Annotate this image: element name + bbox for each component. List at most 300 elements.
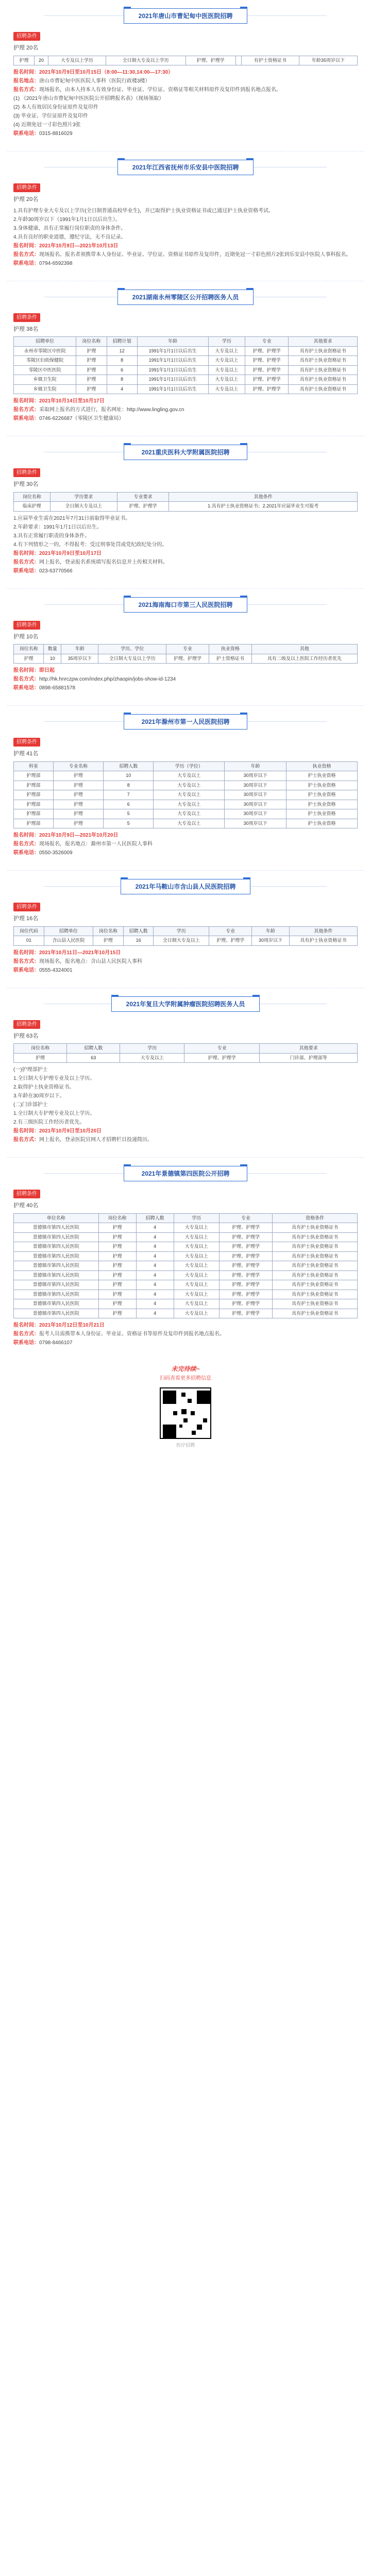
- table-cell: 63: [67, 1053, 120, 1063]
- table-cell: 大专及以上: [174, 1299, 219, 1309]
- info-text: 1.全日制大专护理专业及以上学历。: [13, 1076, 95, 1081]
- section-banner: [13, 290, 358, 305]
- table-cell: 具有护士执业资格证书: [273, 1261, 358, 1271]
- table-header-cell: 年龄: [252, 926, 289, 936]
- section-banner: [13, 1166, 358, 1181]
- table-cell: 护理: [53, 771, 103, 781]
- info-label: 报名方式：: [13, 559, 39, 565]
- table-cell: 大专及以上: [174, 1232, 219, 1242]
- job-section: [7, 988, 364, 1151]
- table-row: [14, 1299, 358, 1309]
- table-header-cell: 岗位名称: [93, 926, 124, 936]
- info-line: [13, 1075, 358, 1082]
- table-cell: 护理: [53, 800, 103, 809]
- table-header-cell: 岗位名称: [14, 492, 50, 502]
- requirements-table: [13, 761, 358, 829]
- table-cell: 护理、护理学: [219, 1280, 273, 1290]
- table-cell: 景德镇市第四人民医院: [14, 1270, 99, 1280]
- info-text: (4) 近期免冠一寸彩色照片3张: [13, 122, 81, 128]
- table-header-cell: 招聘人数: [136, 1213, 174, 1223]
- table-cell: 7: [104, 790, 154, 800]
- table-cell: 护理: [98, 1280, 136, 1290]
- table-cell: 护理: [76, 384, 107, 394]
- table-header-cell: 年龄: [61, 645, 98, 654]
- table-cell: 4: [136, 1270, 174, 1280]
- info-text: 2021年10月8日—2021年10月13日: [39, 243, 119, 249]
- table-cell: 护理: [98, 1309, 136, 1318]
- table-cell: 4: [136, 1251, 174, 1261]
- info-text: 2021年10月12日至10月21日: [39, 1323, 105, 1328]
- info-text: 3.具有正常履行职责的身体条件。: [13, 533, 90, 539]
- table-cell: 护士资格证书: [209, 654, 251, 664]
- info-text: 网上报名，登录医院官网人才招聘栏目投递简历。: [39, 1137, 153, 1143]
- position-summary: 护理 10名: [13, 633, 39, 640]
- table-row: [14, 365, 358, 375]
- table-row: [14, 1309, 358, 1318]
- table-cell: 具有护士执业资格证书: [289, 356, 358, 366]
- qr-module: [191, 1411, 195, 1415]
- table-header-row: [14, 337, 358, 347]
- footer-subtitle: 扫码查看更多招聘信息: [160, 1376, 211, 1381]
- table-cell: 护理、护理学: [184, 1053, 260, 1063]
- table-cell: 景德镇市第四人民医院: [14, 1242, 99, 1252]
- table-cell: 护理、护理学: [245, 375, 289, 385]
- table-header-row: [14, 492, 358, 502]
- info-text: 3.身体健康，具有正常履行岗位职责的身体条件。: [13, 225, 126, 231]
- requirements-table: [13, 644, 358, 664]
- info-text: 3.年龄在30周岁以下。: [13, 1093, 65, 1099]
- table-cell: 景德镇市第四人民医院: [14, 1309, 99, 1318]
- table-cell: 护理部: [14, 771, 54, 781]
- requirements-table: [13, 56, 358, 66]
- info-line: [13, 104, 358, 111]
- table-cell: 1991年1月1日以后出生: [137, 384, 208, 394]
- info-label: 联系电话：: [13, 416, 39, 421]
- info-line: [13, 112, 358, 120]
- table-header-cell: 学历: [120, 1044, 184, 1054]
- table-cell: 4: [107, 384, 137, 394]
- section-banner: [13, 445, 358, 460]
- table-cell: 护理: [98, 1223, 136, 1233]
- info-text: http://hk.hnrczpw.com/index.php/zhaopin/jobs-show-id-1234: [39, 676, 176, 682]
- info-line: [13, 675, 358, 683]
- footer-title: 未完待续~: [171, 1365, 200, 1372]
- table-cell: 护理: [76, 375, 107, 385]
- table-cell: 具有护士执业资格证书: [273, 1309, 358, 1318]
- table-row: [14, 1242, 358, 1252]
- table-cell: 护理: [98, 1290, 136, 1299]
- table-cell: 护理、护理学: [219, 1290, 273, 1299]
- requirements-tag: 招聘条件: [13, 903, 40, 911]
- info-text: 2.年龄要求：1991年1月1日以后出生。: [13, 524, 102, 530]
- table-cell: 景德镇市第四人民医院: [14, 1232, 99, 1242]
- table-cell: 大专及以上: [154, 790, 225, 800]
- info-text: 2021年10月9日至10月17日: [39, 550, 102, 556]
- section-title: 2021重庆医科大学附属医院招聘: [124, 445, 247, 460]
- table-cell: 护理、护理学: [245, 384, 289, 394]
- table-cell: 景德镇市第四人民医院: [14, 1290, 99, 1299]
- table-cell: 护理: [98, 1299, 136, 1309]
- brand-caption: 医疗招聘: [176, 1443, 195, 1448]
- table-header-row: [14, 926, 358, 936]
- table-cell: 护理、护理学: [219, 1299, 273, 1309]
- table-header-cell: 其他要求: [260, 1044, 358, 1054]
- info-label: 报名时间：: [13, 243, 39, 249]
- info-text: 0315-8816029: [39, 131, 73, 137]
- table-cell: 5: [104, 819, 154, 828]
- table-cell: 大专及以上: [174, 1270, 219, 1280]
- qr-module: [188, 1399, 192, 1403]
- table-row: [14, 1232, 358, 1242]
- info-label: 联系电话：: [13, 131, 39, 137]
- info-line: [13, 1110, 358, 1117]
- requirements-table: [13, 336, 358, 394]
- table-row: [14, 781, 358, 790]
- table-cell: 10: [44, 654, 61, 664]
- info-text: 2021年10月9日—2021年10月20日: [39, 833, 119, 838]
- table-row: [14, 1053, 358, 1063]
- table-cell: 大专及以上学历: [48, 56, 106, 65]
- table-cell: 护理: [53, 819, 103, 828]
- info-line: [13, 1101, 358, 1109]
- table-cell: 具有护士执业资格证书: [289, 384, 358, 394]
- info-label: 报名方式：: [13, 1137, 39, 1143]
- info-text: 1.具有护理专业大专及以上学历(全日制普通高校毕业生)，并已取得护士执业资格证书或已通过护士执业资格考试。: [13, 208, 274, 214]
- table-cell: 大专及以上: [208, 365, 245, 375]
- table-cell: 4: [136, 1290, 174, 1299]
- info-line: [13, 1330, 358, 1338]
- table-header-cell: 其他: [251, 645, 357, 654]
- table-cell: 护理、护理学: [219, 1223, 273, 1233]
- table-cell: 护士执业资格: [286, 771, 358, 781]
- job-section: [7, 436, 364, 582]
- section-title: 2021年复旦大学附属肿瘤医院招聘医务人员: [111, 996, 260, 1012]
- info-label: 联系电话：: [13, 1340, 39, 1346]
- table-header-cell: 学历: [174, 1213, 219, 1223]
- table-header-cell: 招聘计划: [107, 337, 137, 347]
- info-text: 2021年10月9日至10月15日（8:00—11:30,14:00—17:30）: [39, 70, 174, 75]
- requirements-tag: 招聘条件: [13, 621, 40, 630]
- info-label: 报名时间：: [13, 950, 39, 956]
- table-cell: 护理、护理学: [245, 346, 289, 356]
- table-header-row: [14, 645, 358, 654]
- info-text: 现场报名。报名者须携带本人身份证、毕业证、学位证、资格证书原件及复印件，近期免冠一寸彩色照片2张到乐安县中医院人事科报名。: [39, 251, 351, 258]
- table-cell: 大专及以上: [174, 1242, 219, 1252]
- info-line: [13, 69, 358, 76]
- table-cell: 5: [104, 809, 154, 819]
- table-header-cell: 招聘人数: [67, 1044, 120, 1054]
- info-text: 4.具有良好的职业道德，遵纪守法，无不良记录。: [13, 234, 126, 240]
- info-line: [13, 1066, 358, 1074]
- table-cell: 景德镇市第四人民医院: [14, 1280, 99, 1290]
- table-cell: 零陵区妇幼保健院: [14, 356, 76, 366]
- requirements-table: [13, 492, 358, 512]
- table-header-cell: 招聘单位: [14, 337, 76, 347]
- info-text: 0555-4324001: [39, 967, 73, 973]
- table-cell: 20: [34, 56, 48, 65]
- job-section: [7, 705, 364, 864]
- table-header-cell: 岗位名称: [98, 1213, 136, 1223]
- table-cell: 护理、护理学: [219, 1232, 273, 1242]
- info-line: [13, 415, 358, 422]
- table-header-cell: 专业要求: [117, 492, 168, 502]
- info-label: 报名地点：: [13, 78, 39, 84]
- table-cell: 具有护士执业资格证书: [289, 346, 358, 356]
- info-line: [13, 86, 358, 94]
- table-cell: 护士执业资格: [286, 819, 358, 828]
- qr-code[interactable]: [160, 1387, 211, 1439]
- position-summary: 护理 20名: [13, 45, 39, 51]
- table-header-cell: 专业: [166, 645, 209, 654]
- info-line: [13, 260, 358, 267]
- requirements-tag: 招聘条件: [13, 32, 40, 41]
- info-line: [13, 397, 358, 405]
- table-header-cell: 学历、学位: [98, 645, 166, 654]
- table-cell: 具有护士执业资格证书: [273, 1299, 358, 1309]
- table-header-cell: 资格条件: [273, 1213, 358, 1223]
- table-cell: 12: [107, 346, 137, 356]
- qr-module: [200, 1394, 207, 1401]
- info-label: 报名方式：: [13, 251, 39, 258]
- info-line: [13, 406, 358, 414]
- table-cell: 护理、护理学: [219, 1309, 273, 1318]
- info-text: 0798-8466107: [39, 1340, 73, 1346]
- table-header-cell: 专业名称: [53, 761, 103, 771]
- info-line: [13, 1083, 358, 1091]
- position-summary: 护理 63名: [13, 1032, 39, 1039]
- table-cell: 护理、护理学: [245, 356, 289, 366]
- table-row: [14, 1251, 358, 1261]
- table-cell: 6: [104, 800, 154, 809]
- position-summary: 护理 30名: [13, 481, 39, 487]
- table-cell: 大专及以上: [174, 1290, 219, 1299]
- info-text: 2021年10月9日至10月20日: [39, 1128, 102, 1134]
- table-row: [14, 502, 358, 512]
- table-cell: 护理: [98, 1232, 136, 1242]
- table-cell: 景德镇市第四人民医院: [14, 1261, 99, 1271]
- info-label: 联系电话：: [13, 260, 39, 266]
- table-header-cell: 专业: [245, 337, 289, 347]
- info-line: [13, 523, 358, 531]
- table-cell: 8: [107, 356, 137, 366]
- section-title: 2021湖南永州零陵区公开招聘医务人员: [117, 290, 254, 305]
- qr-module: [173, 1411, 177, 1415]
- table-cell: 护士执业资格: [286, 800, 358, 809]
- table-cell: 大专及以上: [120, 1053, 184, 1063]
- table-header-cell: 学历（学位）: [154, 761, 225, 771]
- table-cell: 护理、护理学: [219, 1261, 273, 1271]
- info-text: 023-63770566: [39, 568, 73, 574]
- table-cell: 护理部: [14, 800, 54, 809]
- info-line: [13, 840, 358, 848]
- info-text: 唐山市曹妃甸中医医院人事科（医院行政楼3楼）: [39, 78, 150, 84]
- info-line: [13, 515, 358, 522]
- table-cell: 1991年1月1日以后出生: [137, 375, 208, 385]
- table-cell: 护理、护理学: [219, 1270, 273, 1280]
- requirements-tag: 招聘条件: [13, 468, 40, 477]
- info-text: 2.取得护士执业资格证书。: [13, 1084, 75, 1090]
- section-banner: [13, 597, 358, 613]
- section-title: 2021年滁州市第一人民医院招聘: [124, 714, 247, 730]
- table-header-cell: 数量: [44, 645, 61, 654]
- requirements-tag: 招聘条件: [13, 1190, 40, 1198]
- table-cell: 护理: [53, 781, 103, 790]
- info-line: [13, 558, 358, 566]
- position-summary: 护理 20名: [13, 196, 39, 202]
- info-line: [13, 225, 358, 232]
- table-cell: 大专及以上: [174, 1251, 219, 1261]
- info-line: [13, 1136, 358, 1144]
- table-cell: 护理部: [14, 781, 54, 790]
- table-cell: 门诊部、护理部等: [260, 1053, 358, 1063]
- info-text: (3) 毕业证、学位证原件及复印件: [13, 113, 88, 119]
- table-cell: 大专及以上: [154, 809, 225, 819]
- info-text: 2.有三级医院工作经历者优先。: [13, 1120, 85, 1125]
- section-title: 2021年江西省抚州市乐安县中医院招聘: [117, 160, 254, 175]
- table-cell: 护理: [76, 356, 107, 366]
- info-line: [13, 95, 358, 103]
- info-text: (一)护理部护士: [13, 1067, 48, 1073]
- table-row: [14, 809, 358, 819]
- table-cell: 4: [136, 1223, 174, 1233]
- position-summary: 护理 40名: [13, 1202, 39, 1209]
- table-cell: 具有护士执业资格证书: [289, 365, 358, 375]
- info-text: 网上报名，登录报名系统填写报名信息并上传相关材料。: [39, 559, 168, 565]
- job-section: [7, 1157, 364, 1354]
- qr-module: [203, 1418, 207, 1422]
- requirements-tag: 招聘条件: [13, 1020, 40, 1029]
- info-line: [13, 242, 358, 250]
- table-cell: 具有护士执业资格证书: [289, 375, 358, 385]
- table-cell: 具有护士执业资格证书: [273, 1232, 358, 1242]
- job-section: [7, 588, 364, 700]
- table-cell: 大专及以上: [174, 1309, 219, 1318]
- table-cell: 大专及以上: [208, 375, 245, 385]
- table-cell: 护士执业资格: [286, 781, 358, 790]
- info-line: [13, 684, 358, 692]
- table-row: [14, 819, 358, 828]
- table-cell: 具有护士执业资格证书: [273, 1270, 358, 1280]
- table-cell: 护理: [14, 654, 44, 664]
- table-cell: 具有护士执业资格证书: [273, 1290, 358, 1299]
- job-section: [7, 870, 364, 981]
- table-cell: 4: [136, 1299, 174, 1309]
- table-cell: 护理: [76, 346, 107, 356]
- table-cell: 护理、护理学: [219, 1242, 273, 1252]
- info-line: [13, 130, 358, 138]
- info-text: (1) 《2021年唐山市曹妃甸中医医院公开招聘报名表》（现场领取）: [13, 96, 164, 101]
- info-line: [13, 1127, 358, 1135]
- info-text: 0898-65881578: [39, 685, 76, 691]
- info-label: 报名方式：: [13, 87, 39, 93]
- table-row: [14, 384, 358, 394]
- table-cell: 具有护士执业资格证书: [273, 1280, 358, 1290]
- table-cell: 护理部: [14, 819, 54, 828]
- table-cell: 护理: [53, 809, 103, 819]
- section-title: 2021年马鞍山市含山县人民医院招聘: [121, 879, 251, 894]
- qr-module: [166, 1394, 173, 1401]
- table-cell: 30周岁以下: [225, 809, 286, 819]
- info-line: [13, 1092, 358, 1100]
- table-cell: 有护士资格证书: [241, 56, 299, 65]
- table-row: [14, 356, 358, 366]
- table-cell: 护理: [53, 790, 103, 800]
- qr-module: [166, 1428, 173, 1435]
- table-header-cell: 单位名称: [14, 1213, 99, 1223]
- info-text: 0550-3526009: [39, 850, 73, 856]
- qr-module: [197, 1425, 202, 1430]
- requirements-table: [13, 1043, 358, 1063]
- table-cell: 具有护士执业资格证书: [273, 1251, 358, 1261]
- info-text: 报考人员需携带本人身份证、毕业证、资格证书等原件及复印件到报名地点报名。: [39, 1331, 225, 1337]
- table-header-cell: 执业资格: [209, 645, 251, 654]
- table-row: [14, 346, 358, 356]
- position-summary: 护理 16名: [13, 916, 39, 922]
- info-line: [13, 121, 358, 129]
- table-header-cell: 岗位名称: [14, 1044, 67, 1054]
- info-text: 1.全日制大专护理专业及以上学历。: [13, 1111, 95, 1116]
- table-cell: 35周岁以下: [61, 654, 98, 664]
- table-cell: 6: [107, 365, 137, 375]
- table-cell: 4: [136, 1309, 174, 1318]
- table-cell: 护理、护理学: [219, 1251, 273, 1261]
- table-header-cell: 执业资格: [286, 761, 358, 771]
- info-text: 现场报名，报名地点：滁州市第一人民医院人事科: [39, 841, 153, 847]
- table-row: [14, 800, 358, 809]
- table-header-cell: 专业: [219, 1213, 273, 1223]
- info-line: [13, 541, 358, 549]
- table-cell: 全日制大专及以上: [154, 936, 209, 946]
- table-cell: 30周岁以下: [252, 936, 289, 946]
- info-label: 报名时间：: [13, 398, 39, 404]
- table-cell: 大专及以上: [174, 1261, 219, 1271]
- info-text: 4.有下列情形之一的，不得报考：受过刑事处罚或党纪政纪处分的。: [13, 541, 167, 548]
- requirements-tag: 招聘条件: [13, 738, 40, 747]
- table-cell: 30周岁以下: [225, 819, 286, 828]
- section-title: 2021海南海口市第三人民医院招聘: [124, 597, 248, 613]
- table-cell: 景德镇市第四人民医院: [14, 1299, 99, 1309]
- info-label: 报名时间：: [13, 550, 39, 556]
- table-cell: 护理、护理学: [209, 936, 252, 946]
- table-cell: 8: [107, 375, 137, 385]
- info-label: 报名方式：: [13, 676, 39, 682]
- table-cell: 含山县人民医院: [44, 936, 93, 946]
- table-header-row: [14, 1044, 358, 1054]
- requirements-tag: 招聘条件: [13, 183, 40, 192]
- table-header-cell: 岗位名称: [76, 337, 107, 347]
- table-cell: 护理: [14, 56, 35, 65]
- table-cell: 护理: [93, 936, 124, 946]
- info-text: (二)门诊部护士: [13, 1102, 48, 1108]
- qr-module: [179, 1425, 182, 1428]
- info-label: 报名方式：: [13, 1331, 39, 1337]
- info-line: [13, 567, 358, 575]
- table-header-cell: 专业: [209, 926, 252, 936]
- table-cell: 景德镇市第四人民医院: [14, 1223, 99, 1233]
- table-cell: 护理、护理学: [166, 654, 209, 664]
- requirements-table: [13, 926, 358, 946]
- table-header-cell: 招聘人数: [104, 761, 154, 771]
- table-cell: 全日制大专及以上学历: [106, 56, 185, 65]
- table-cell: 大专及以上: [154, 819, 225, 828]
- table-row: [14, 790, 358, 800]
- table-cell: 护理、护理学: [185, 56, 235, 65]
- info-label: 联系电话：: [13, 850, 39, 856]
- table-cell: 护理部: [14, 790, 54, 800]
- table-cell: 8: [104, 781, 154, 790]
- table-cell: 护理、护理学: [245, 365, 289, 375]
- info-text: 2.年龄30周岁以下（1991年1月1日以后出生）。: [13, 216, 121, 223]
